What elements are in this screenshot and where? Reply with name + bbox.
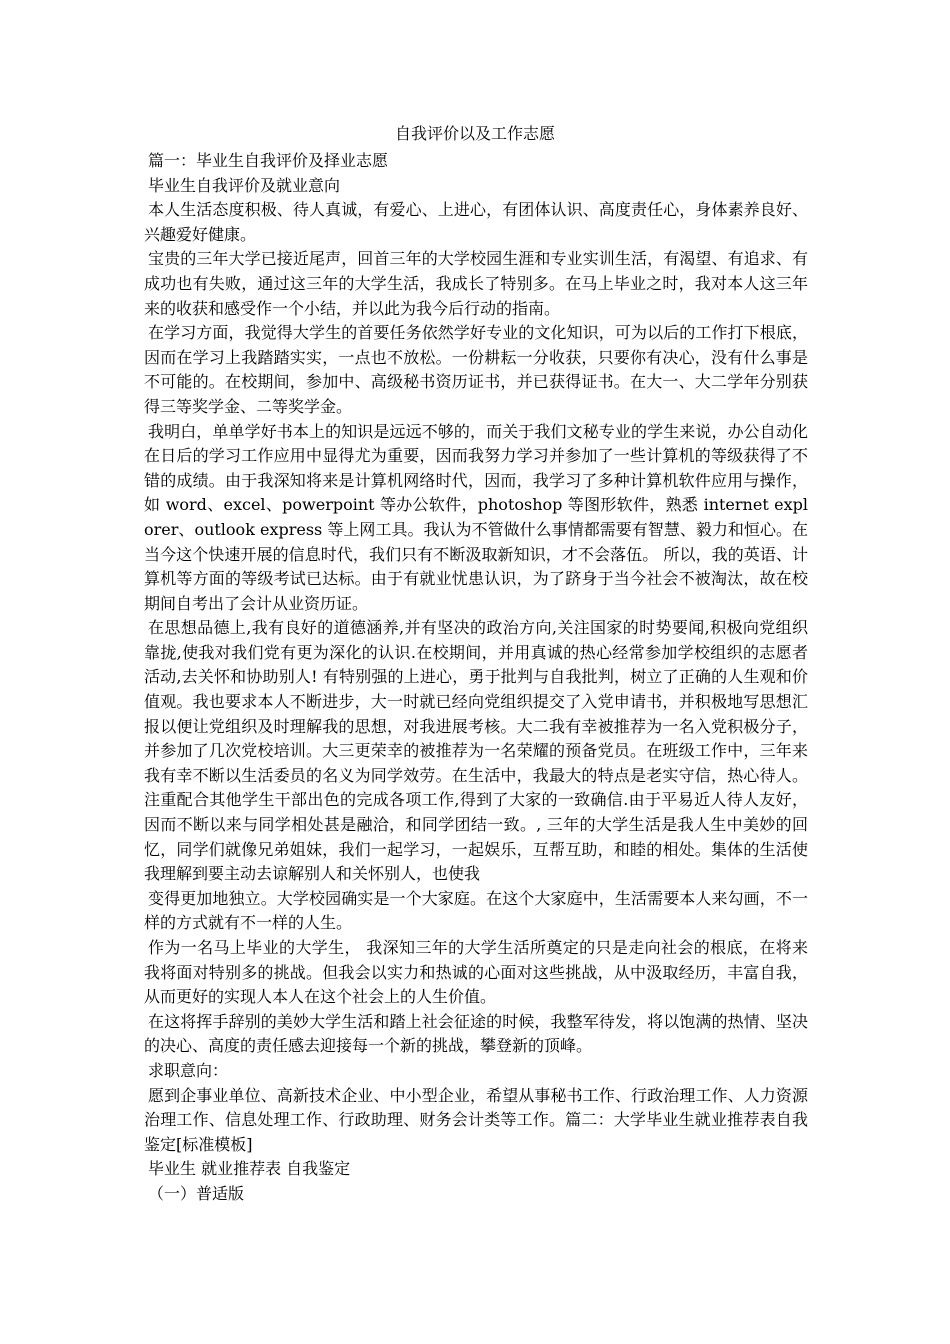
section-heading: 篇一：毕业生自我评价及择业志愿: [148, 151, 389, 170]
body-paragraph: 本人生活态度积极、待人真诚，有爱心、上进心，有团体认识、高度责任心，身体素养良好、兴趣爱好健康。: [144, 200, 808, 244]
document-title: 自我评价以及工作志愿: [394, 124, 555, 143]
body-paragraph: 变得更加地独立。大学校园确实是一个大家庭。在这个大家庭中，生活需要本人来勾画，不一样的方式就有不一样的人生。: [144, 888, 808, 933]
subheading: （一）普适版: [148, 1183, 245, 1203]
body-paragraph: 在这将挥手辞别的美妙大学生活和踏上社会征途的时候，我整军待发，将以饱满的热情、坚决的决心、高度的责任感去迎接每一个新的挑战，攀登新的顶峰。: [144, 1011, 808, 1056]
subheading: 求职意向：: [148, 1060, 229, 1080]
body-paragraph: 愿到企事业单位、高新技术企业、中小型企业，希望从事秘书工作、行政治理工作、人力资源治理工作、信息处理工作、行政助理、财务会计类等工作。篇二：大学毕业生就业推荐表自我鉴定[标准模板]: [144, 1085, 808, 1154]
document-body: [144, 149, 808, 1207]
subheading: 毕业生自我评价及就业意向: [148, 175, 341, 195]
body-paragraph: 我明白，单单学好书本上的知识是远远不够的，而关于我们文秘专业的学生来说，办公自动化在日后的学习工作应用中显得尤为重要，因而我努力学习并参加了一些计算机的等级获得了不错的成绩。由于我深知将来是计算机网络时代，因而，我学习了多种计算机软件应用与操作，如 word、excel、powerpoint 等办公软件，photoshop 等图形软件，熟悉 internet explorer、outlook express 等上网工具。我认为不管做什么事情都需要有智慧、毅力和恒心。在当今这个快速开展的信息时代，我们只有不断汲取新知识，才不会落伍。 所以，我的英语、计算机等方面的等级考试已达标。由于有就业忧患认识，为了跻身于当今社会不被淘汰，故在校期间自考出了会计从业资历证。: [144, 421, 808, 613]
body-paragraph: 在学习方面，我觉得大学生的首要任务依然学好专业的文化知识，可为以后的工作打下根底，因而在学习上我踏踏实实，一点也不放松。一份耕耘一分收获，只要你有决心，没有什么事是不可能的。在校期间，参加中、高级秘书资历证书，并已获得证书。在大一、大二学年分别获得三等奖学金、二等奖学金。: [144, 323, 808, 416]
body-paragraph: 在思想品德上,我有良好的道德涵养,并有坚决的政治方向,关注国家的时势要闻,积极向党组织靠拢,使我对我们党有更为深化的认识.在校期间，并用真诚的热心经常参加学校组织的志愿者活动,去关怀和协助别人! 有特别强的上进心，勇于批判与自我批判，树立了正确的人生观和价值观。我也要求本人不断进步，大一时就已经向党组织提交了入党申请书，并积极地写思想汇报以便让党组织及时理解我的思想，对我进展考核。大二我有幸被推荐为一名入党积极分子，并参加了几次党校培训。大三更荣幸的被推荐为一名荣耀的预备党员。在班级工作中，三年来我有幸不断以生活委员的名义为同学效劳。在生活中，我最大的特点是老实守信，热心待人。注重配合其他学生干部出色的完成各项工作,得到了大家的一致确信.由于平易近人待人友好，因而不断以来与同学相处甚是融洽，和同学团结一致。, 三年的大学生活是我人生中美妙的回忆，同学们就像兄弟姐妹，我们一起学习，一起娱乐，互帮互助，和睦的相处。集体的生活使我理解到要主动去谅解别人和关怀别人，也使我: [144, 618, 808, 884]
subheading: 毕业生 就业推荐表 自我鉴定: [148, 1159, 351, 1179]
body-paragraph: 宝贵的三年大学已接近尾声，回首三年的大学校园生涯和专业实训生活，有渴望、有追求、有成功也有失败，通过这三年的大学生活，我成长了特别多。在马上毕业之时，我对本人这三年来的收获和感受作一个小结，并以此为我今后行动的指南。: [144, 249, 808, 318]
body-paragraph: 作为一名马上毕业的大学生， 我深知三年的大学生活所奠定的只是走向社会的根底，在将来我将面对特别多的挑战。但我会以实力和热诚的心面对这些挑战，从中汲取经历，丰富自我，从而更好的实现人本人在这个社会上的人生价值。: [144, 938, 808, 1007]
